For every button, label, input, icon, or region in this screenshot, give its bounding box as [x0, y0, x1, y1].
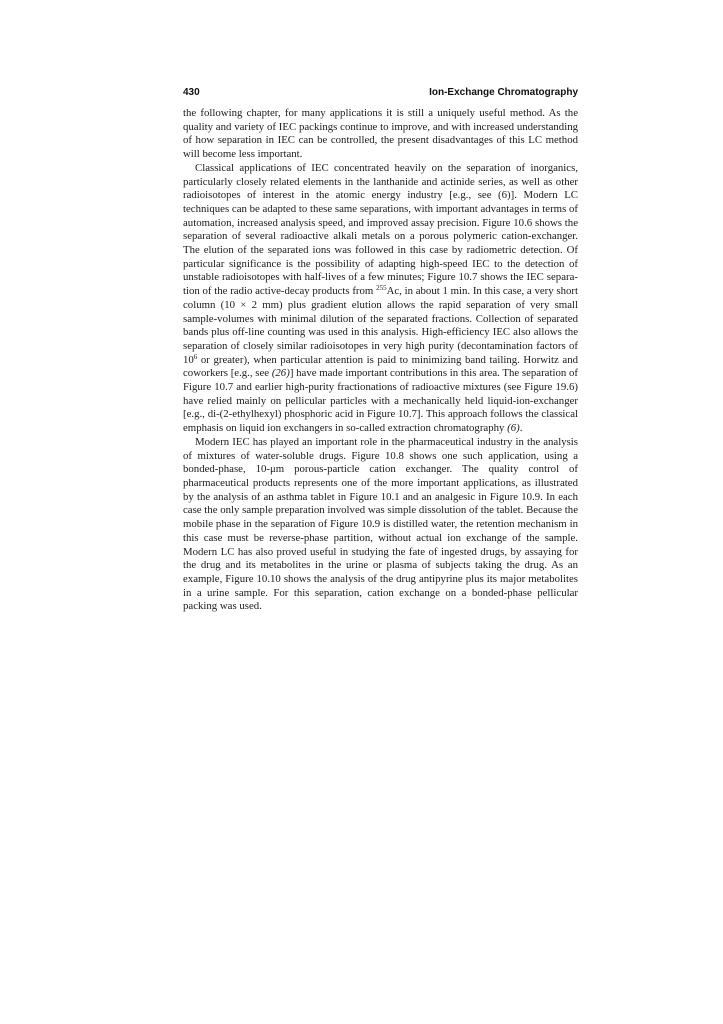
- body-text: [183, 107, 578, 614]
- paragraph-classical-applications: [183, 162, 578, 436]
- paragraph-text: .: [519, 422, 523, 435]
- paragraph-pharmaceutical: Modern IEC has played an important role in the pharmaceutical industry in the analysis of mixtures of water-soluble drugs. Figure 10.8 shows one such application, using a bonded-phase, 10-μm porous-particle cation exchanger. The quality control of pharmaceutical products represents one of the more important applications, as illustrated by the analysis of an asthma tablet in Figure 10.1 and an analgesic in Figure 10.9. In each case the only sample preparation involved was simple dissolution of the tablet. Because the mobile phase in the separation of Figure 10.9 is distilled water, the retention mechanism in this case must be reverse-phase partition, without actual ion exchange of the sample. Modern LC has also proved useful in studying the fate of ingested drugs, by assaying for the drug and its metabolites in the urine or plasma of subjects taking the drug. As an example, Figure 10.10 shows the analysis of the drug antipyrine plus its major metabolites in a urine sample. For this separation, cation exchange on a bonded-phase pellicular packing was used.: [183, 435, 578, 613]
- decontamination-exponent: 6: [193, 352, 198, 361]
- paragraph-text: ] have made important contributions in this area. The separation of Figure 10.7 and earlier high-purity fractionations of radioactive mixtures (see Figure 19.6) have relied mainly on pellicular particles with a mechanically held liquid-ion-exchanger [e.g., di-(2-ethylhexyl) phosphoric acid in Figure 10.7]. This approach follows the classical emphasis on liquid ion exchangers in so-called extraction chromatography: [183, 367, 578, 435]
- running-head: [183, 87, 578, 103]
- running-title: Ion-Exchange Chromatography: [429, 87, 578, 98]
- paragraph-text: or greater), when particular attention is paid to minimizing band tailing. Horwitz and coworkers [e.g., see: [183, 353, 578, 380]
- page-number: 430: [183, 87, 200, 98]
- paragraph-text: Ac, in about 1 min. In this case, a very short column (10 × 2 mm) plus gradient elution allows the rapid separation of very small sample-volumes with minimal dilution of the separated fractions. Collection of separated bands plus off-line counting was used in this analysis. High-efficiency IEC also allows the separation of closely similar radioisotopes in very high purity (decontamination factors of 10: [183, 285, 578, 366]
- paragraph-continuation: the following chapter, for many applications it is still a uniquely useful method. As the quality and variety of IEC packings continue to improve, and with increased understanding of how separation in IEC can be controlled, the present disadvantages of this LC method will become less important.: [183, 107, 578, 161]
- paragraph-text: Classical applications of IEC concentrated heavily on the separation of inorganics, particularly closely related elements in the lanthanide and actinide series, as well as other radioisotopes of interest in the atomic energy industry [e.g., see (6)]. Modern LC techniques can be adapted to these same separations, with important advantages in terms of automation, increased analysis speed, and improved assay precision. Figure 10.6 shows the separation of several radioactive alkali metals on a porous polymeric cation-exchanger. The elution of the separated ions was followed in this case by radiometric detection. Of particular significance is the possibility of adapting high-speed IEC to the detection of unstable radioisotopes with half-lives of a few minutes; Figure 10.7 shows the IEC separation of the radio active-decay products from: [183, 161, 578, 298]
- citation-reference: (6): [507, 422, 520, 435]
- isotope-mass-number: 255: [376, 284, 387, 293]
- citation-reference: (26): [271, 367, 290, 380]
